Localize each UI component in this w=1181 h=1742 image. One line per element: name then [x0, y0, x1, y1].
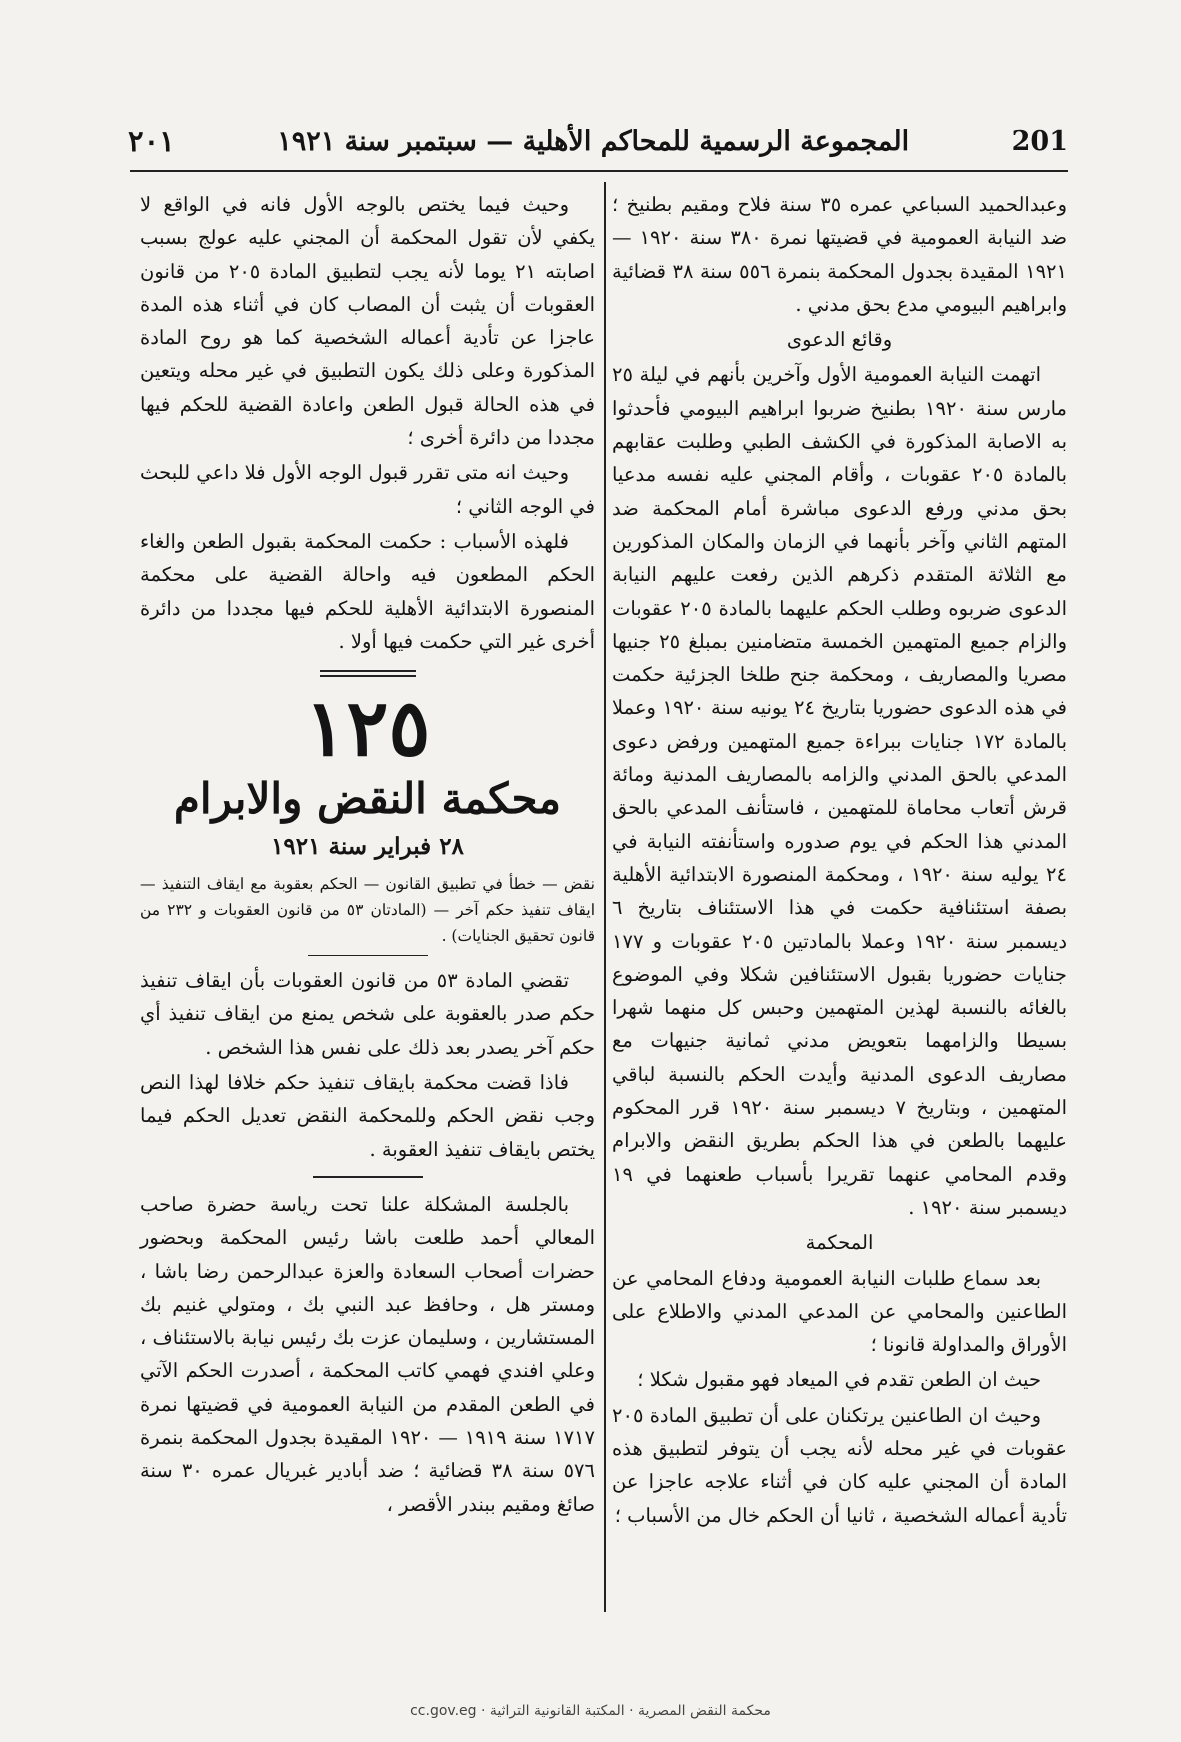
- column-divider: [604, 182, 606, 1612]
- page-header: [128, 118, 1068, 164]
- header-rule: [130, 170, 1068, 172]
- page-number-latin: 201: [1011, 125, 1068, 157]
- principle-separator: [313, 1176, 423, 1178]
- summary-rule: [308, 955, 428, 956]
- running-title: المجموعة الرسمية للمحاكم الأهلية — سبتمبر سنة ١٩٢١: [277, 125, 910, 157]
- right-column: [612, 188, 1067, 1534]
- ruling-paragraph: فلهذه الأسباب : حكمت المحكمة بقبول الطعن والغاء الحكم المطعون فيه واحالة القضية على محكمة المنصورة الابتدائية الأهلية للحكم فيها مجددا من دائرة أخرى غير التي حكمت فيها أولا .: [140, 529, 595, 653]
- deadline-paragraph: حيث ان الطعن تقدم في الميعاد فهو مقبول شكلا ؛: [637, 1368, 1041, 1392]
- court-text: بعد سماع طلبات النيابة العمومية ودفاع المحامي عن الطاعنين والمحامي عن المدعي المدني والاطلاع على الأوراق والمداولة قانونا ؛: [612, 1266, 1067, 1357]
- session-paragraph: بالجلسة المشكلة علنا تحت رياسة حضرة صاحب المعالي أحمد طلعت باشا رئيس المحكمة وبحضور حضرات أصحاب السعادة والعزة عبدالرحمن رضا باشا ، ومستر هل ، وحافظ عبد النبي بك ، ومتولي غنيم بك المستشارين ، وسليمان عزت بك رئيس نيابة بالاستئناف ، وعلي افندي فهمي كاتب المحكمة ، أصدرت الحكم الآتي في الطعن المقدم من النيابة العمومية في قضيتها نمرة ١٧١٧ سنة ١٩١٩ — ١٩٢٠ المقيدة بجدول المحكمة بنمرة ٥٧٦ سنة ٣٨ قضائية ؛ ضد أبادير غبريال عمره ٣٠ سنة صائغ ومقيم ببندر الأقصر ،: [140, 1192, 595, 1516]
- court-heading: المحكمة: [805, 1231, 874, 1255]
- section-separator: [320, 670, 416, 677]
- page-number-arabic: ٢٠١: [128, 124, 175, 158]
- facts-text: اتهمت النيابة العمومية الأول وآخرين بأنهم في ليلة ٢٥ مارس سنة ١٩٢٠ بطنيخ ضربوا ابراهيم البيومي فأحدثوا به الاصابة المذكورة في الكشف الطبي وطلبت عقابهم بالمادة ٢٠٥ عقوبات ، وأقام المجني عليه نفسه مدعيا بحق مدني ورفع الدعوى مباشرة أمام المحكمة ضد المتهم الثاني وآخر بأنهما في الزمان والمكان المذكورين مع الثلاثة المتقدم ذكرهم الذين رفعت عليهم النيابة الدعوى ضربوه وطلب الحكم عليهما بالمادة ٢٠٥ عقوبات والزام جميع المتهمين الخمسة متضامنين بمبلغ ٢٥ جنيها مصريا والمصاريف ، ومحكمة جنح طلخا الجزئية حكمت في هذه الدعوى حضوريا بتاريخ ٢٤ يونيه سنة ١٩٢٠ وعملا بالمادة ١٧٢ جنايات ببراءة جميع المتهمين ورفض دعوى المدعي بالحق المدني والزامه بالمصاريف المدنية ومائة قرش أتعاب محاماة للمتهمين ، فاستأنف المدعي بالحق المدني هذا الحكم في يوم صدوره واستأنفته النيابة في ٢٤ يوليه سنة ١٩٢٠ ، ومحكمة المنصورة الابتدائية الأهلية بصفة استئنافية حكمت في هذا الاستئناف بتاريخ ٦ ديسمبر سنة ١٩٢٠ وعملا بالمادتين ٢٠٥ عقوبات و ١٧٧ جنايات حضوريا بقبول الاستئنافين شكلا وفي الموضوع بالغائه بالنسبة لهذين المتهمين وحبس كل منهما شهرا بسيطا والزامهما بتعويض مدني ثمانية جنيهات مع مصاريف الدعوى المدنية وأيدت الحكم بالنسبة لباقي المتهمين ، وبتاريخ ٧ ديسمبر سنة ١٩٢٠ قرر المحكوم عليهما بالطعن في هذا الحكم بطريق النقض والابرام وقدم المحامي عنهما تقريرا بأسباب طعنهما في ١٩ ديسمبر سنة ١٩٢٠ .: [612, 363, 1068, 1219]
- case-number: ١٢٥: [304, 683, 431, 775]
- left-column: [140, 188, 595, 1523]
- facts-heading: وقائع الدعوى: [786, 328, 893, 352]
- first-ground-paragraph: وحيث فيما يختص بالوجه الأول فانه في الواقع لا يكفي لأن تقول المحكمة أن المجني عليه عولج بسبب اصابته ٢١ يوما لأنه يجب لتطبيق المادة ٢٠٥ من قانون العقوبات أن يثبت أن المصاب كان في أثناء هذه المدة عاجزا عن تأدية أعماله الشخصية كما هو روح المادة المذكورة وعلى ذلك يكون التطبيق في غير محله ويتعين في هذه الحالة قبول الطعن واعادة القضية للحكم فيها مجددا من دائرة أخرى ؛: [140, 193, 595, 450]
- legal-principle-2: فاذا قضت محكمة بايقاف تنفيذ حكم خلافا لهذا النص وجب نقض الحكم وللمحكمة النقض تعديل الحكم فيما يختص بايقاف تنفيذ العقوبة .: [140, 1071, 595, 1161]
- footer-watermark: cc.gov.eg · محكمة النقض المصرية · المكتبة القانونية التراثية: [410, 1703, 771, 1719]
- legal-principle-1: تقضي المادة ٥٣ من قانون العقوبات بأن ايقاف تنفيذ حكم صدر بالعقوبة على شخص يمنع من ايقاف تنفيذ أي حكم آخر يصدر بعد ذلك على نفس هذا الشخص .: [140, 969, 595, 1059]
- court-name: محكمة النقض والابرام: [173, 774, 562, 824]
- case-date: ٢٨ فبراير سنة ١٩٢١: [271, 833, 464, 861]
- second-ground-paragraph: وحيث انه متى تقرر قبول الوجه الأول فلا داعي للبحث في الوجه الثاني ؛: [140, 461, 595, 518]
- grounds-paragraph: وحيث ان الطاعنين يرتكنان على أن تطبيق المادة ٢٠٥ عقوبات في غير محله لأنه يجب أن يتوفر لتطبيق هذه المادة أن المجني عليه كان في أثناء علاجه عاجزا عن تأدية أعماله الشخصية ، ثانيا أن الحكم خال من الأسباب ؛: [612, 1403, 1067, 1527]
- case-parties-text: وعبدالحميد السباعي عمره ٣٥ سنة فلاح ومقيم بطنيخ ؛ ضد النيابة العمومية في قضيتها نمرة ٣٨٠ سنة ١٩٢٠ — ١٩٢١ المقيدة بجدول المحكمة بنمرة ٥٥٦ سنة ٣٨ قضائية وابراهيم البيومي مدع بحق مدني .: [612, 193, 1067, 316]
- case-summary: نقض — خطأ في تطبيق القانون — الحكم بعقوبة مع ايقاف التنفيذ — ايقاف تنفيذ حكم آخر — (المادتان ٥٣ من قانون العقوبات و ٢٣٢ من قانون تحقيق الجنايات) .: [140, 875, 596, 946]
